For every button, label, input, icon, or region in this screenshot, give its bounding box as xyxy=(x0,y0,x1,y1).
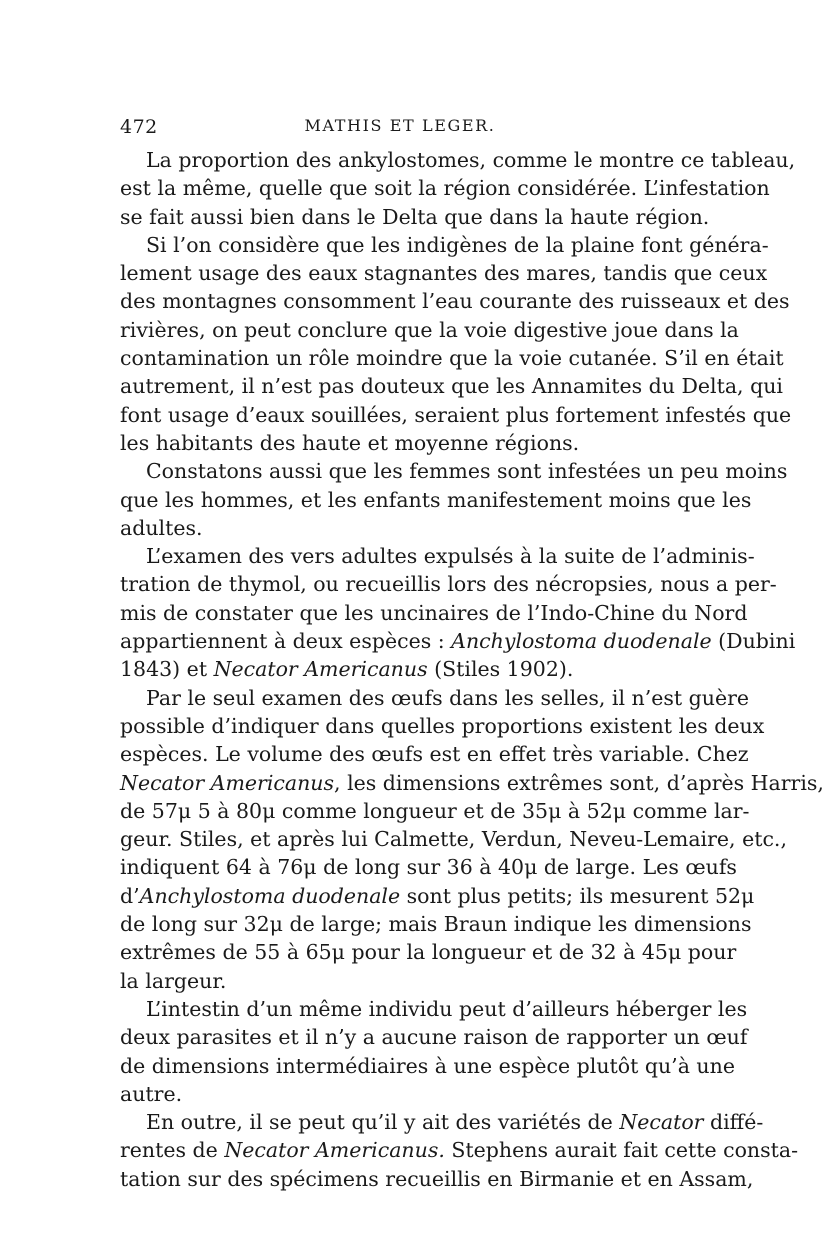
text-segment: tation sur des spécimens recueillis en Birmanie et en Assam, xyxy=(120,1166,754,1191)
text-segment: d’ xyxy=(120,883,140,908)
page-header xyxy=(120,116,680,142)
italic-text: Anchylostoma duodenale xyxy=(451,629,712,654)
text-segment: tration de thymol, ou recueillis lors des nécropsies, nous a per- xyxy=(120,572,777,597)
text-line xyxy=(120,797,750,825)
text-segment: L’intestin d’un même individu peut d’ailleurs héberger les xyxy=(146,996,748,1021)
italic-text: Anchylostoma duodenale xyxy=(139,883,401,908)
text-line xyxy=(120,1108,764,1136)
text-segment: les habitants des haute et moyenne régions. xyxy=(120,430,580,455)
text-segment: deux parasites et il n’y a aucune raison de rapporter un œuf xyxy=(120,1025,748,1050)
text-segment: autrement, il n’est pas douteux que les Annamites du Delta, qui xyxy=(120,374,783,399)
text-segment: diffé- xyxy=(703,1110,764,1135)
text-line xyxy=(120,372,783,400)
text-segment: rentes de xyxy=(120,1138,225,1163)
text-segment: contamination un rôle moindre que la voie cutanée. S’il en était xyxy=(120,346,784,371)
text-line xyxy=(120,967,680,995)
text-segment: Constatons aussi que les femmes sont infestées un peu moins xyxy=(146,459,788,484)
text-line xyxy=(120,429,680,457)
text-line xyxy=(120,599,748,627)
text-line xyxy=(120,825,787,853)
text-line xyxy=(120,740,749,768)
text-line xyxy=(120,316,739,344)
text-line xyxy=(120,910,752,938)
text-line xyxy=(120,231,769,259)
italic-text: Necator Americanus. xyxy=(224,1138,445,1163)
text-segment: que les hommes, et les enfants manifestement moins que les xyxy=(120,487,752,512)
body-text xyxy=(120,146,824,1193)
text-line xyxy=(120,457,788,485)
text-line xyxy=(120,684,750,712)
text-line xyxy=(120,1023,748,1051)
text-line xyxy=(120,401,792,429)
italic-text: Necator xyxy=(619,1110,704,1135)
text-segment: autre. xyxy=(120,1081,183,1106)
text-segment: extrêmes de 55 à 65μ pour la longueur et de 32 à 45μ pour xyxy=(120,940,737,965)
text-line xyxy=(120,542,755,570)
text-segment: , les dimensions extrêmes sont, d’après Harris, xyxy=(334,770,824,795)
text-line xyxy=(120,514,680,542)
italic-text: Necator Americanus xyxy=(120,770,335,795)
text-line xyxy=(120,882,755,910)
text-line xyxy=(120,1136,799,1164)
text-segment: La proportion des ankylostomes, comme le montre ce tableau, xyxy=(146,148,796,172)
text-segment: Si l’on considère que les indigènes de la plaine font généra- xyxy=(146,232,769,257)
text-line xyxy=(120,627,796,655)
text-segment: de dimensions intermédiaires à une espèce plutôt qu’à une xyxy=(120,1053,735,1078)
text-segment: appartiennent à deux espèces : xyxy=(120,629,452,654)
text-segment: rivières, on peut conclure que la voie digestive joue dans la xyxy=(120,317,739,342)
text-segment: de long sur 32μ de large; mais Braun indique les dimensions xyxy=(120,912,752,937)
text-segment: (Stiles 1902). xyxy=(427,657,574,682)
text-segment: sont plus petits; ils mesurent 52μ xyxy=(400,883,755,908)
text-segment: Par le seul examen des œufs dans les selles, il n’est guère xyxy=(146,685,750,710)
italic-text: Necator Americanus xyxy=(213,657,428,682)
text-segment: des montagnes consomment l’eau courante des ruisseaux et des xyxy=(120,289,790,314)
text-segment: font usage d’eaux souillées, seraient plus fortement infestés que xyxy=(120,402,792,427)
text-segment: geur. Stiles, et après lui Calmette, Verdun, Neveu-Lemaire, etc., xyxy=(120,827,787,852)
text-line xyxy=(120,146,796,174)
text-segment: espèces. Le volume des œufs est en effet très variable. Chez xyxy=(120,742,749,767)
text-segment: L’examen des vers adultes expulsés à la suite de l’adminis- xyxy=(146,544,755,569)
text-segment: indiquent 64 à 76μ de long sur 36 à 40μ de large. Les œufs xyxy=(120,855,737,880)
text-segment: la largeur. xyxy=(120,968,227,993)
text-segment: En outre, il se peut qu’il y ait des variétés de xyxy=(146,1110,620,1135)
text-line xyxy=(120,853,737,881)
text-line xyxy=(120,1165,754,1193)
text-segment: de 57μ 5 à 80μ comme longueur et de 35μ à 52μ comme lar- xyxy=(120,798,750,823)
text-line xyxy=(120,287,790,315)
text-line xyxy=(120,344,784,372)
text-segment: possible d’indiquer dans quelles proportions existent les deux xyxy=(120,713,765,738)
text-line xyxy=(120,769,824,797)
text-line xyxy=(120,174,770,202)
text-line xyxy=(120,1080,680,1108)
text-segment: (Dubini xyxy=(711,629,796,654)
text-line xyxy=(120,655,680,683)
text-line xyxy=(120,1052,735,1080)
text-line xyxy=(120,995,748,1023)
text-segment: lement usage des eaux stagnantes des mares, tandis que ceux xyxy=(120,261,768,286)
text-segment: est la même, quelle que soit la région considérée. L’infestation xyxy=(120,176,770,201)
page-number: 472 xyxy=(120,116,158,138)
text-line xyxy=(120,259,768,287)
running-head: MATHIS ET LEGER. xyxy=(304,116,496,135)
text-segment: 1843) et xyxy=(120,657,214,682)
text-line xyxy=(120,486,752,514)
text-line xyxy=(120,570,777,598)
text-line xyxy=(120,938,737,966)
text-segment: adultes. xyxy=(120,515,203,540)
text-segment: se fait aussi bien dans le Delta que dans la haute région. xyxy=(120,204,710,229)
text-segment: Stephens aurait fait cette consta- xyxy=(444,1138,799,1163)
text-segment: mis de constater que les uncinaires de l’Indo-Chine du Nord xyxy=(120,600,748,625)
text-line xyxy=(120,712,765,740)
text-line xyxy=(120,203,710,231)
